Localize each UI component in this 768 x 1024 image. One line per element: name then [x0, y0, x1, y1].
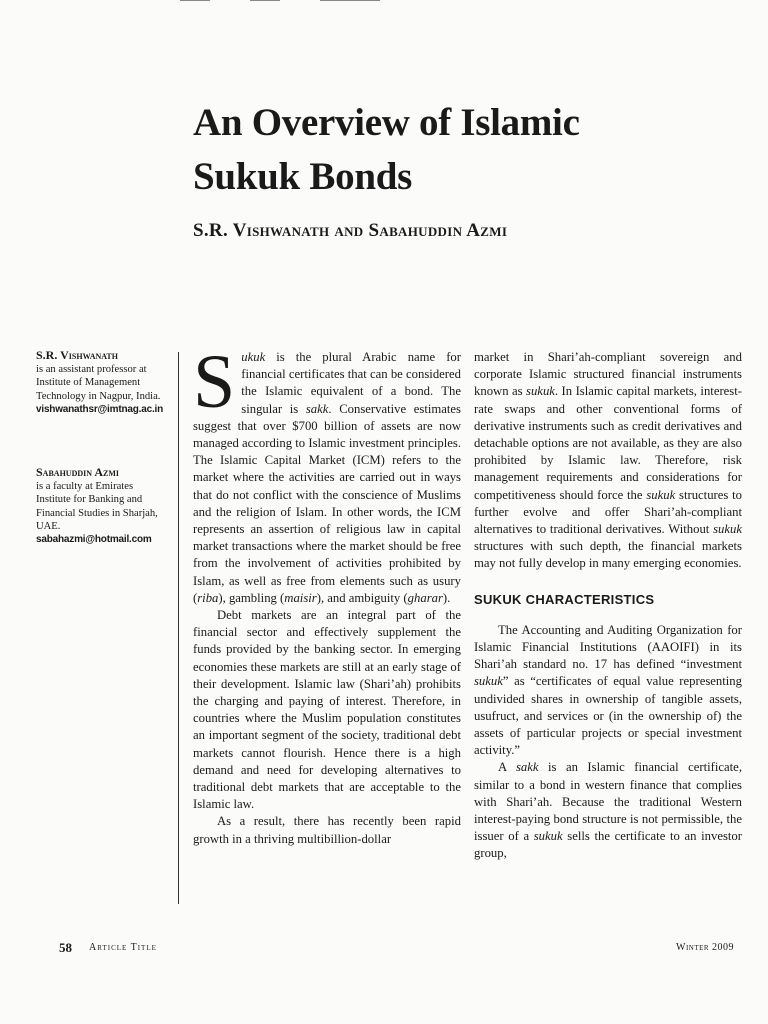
- text-run: sells the certificate to an investor group,: [474, 829, 742, 861]
- page-number: 58: [59, 940, 72, 955]
- body-column-1: [193, 340, 461, 848]
- italic-term: sukuk: [526, 384, 555, 399]
- title-line-1: An Overview of Islamic: [193, 101, 580, 144]
- text-run: A: [498, 760, 516, 775]
- text-run: ), gambling (: [218, 590, 285, 605]
- text-run: ” as “certificates of equal value representing undivided shares in ownership of tangible assets, usufruct, and services or (in the ownership of) the assets of particular projects or special investment activity.”: [474, 674, 742, 758]
- italic-term: riba: [197, 590, 219, 605]
- text-run: is an Islamic financial certificate, similar to a bond in western finance that complies with Shari’ah. Because the traditional Western interest-paying bond structure is not permissible, the issuer of a: [474, 760, 742, 844]
- bio-name: Sabahuddin Azmi: [36, 465, 120, 479]
- text-run: structures with such depth, the financial markets may not fully develop in many emerging economies.: [474, 539, 742, 571]
- italic-term: sukuk: [646, 487, 676, 502]
- italic-term: ukuk: [241, 350, 266, 364]
- bio-email: sabahazmi@hotmail.com: [36, 534, 152, 546]
- title-line-2: Sukuk Bonds: [193, 155, 412, 198]
- body-paragraph: [193, 340, 461, 607]
- italic-term: sakk: [305, 401, 329, 416]
- text-run: ).: [442, 590, 451, 605]
- drop-cap: S: [193, 340, 236, 424]
- body-paragraph: [474, 622, 742, 760]
- text-run: . Conservative estimates suggest that over $700 billion of assets are now managed according to Islamic investment principles. The Islamic Capital Market (ICM) refers to the market where the activities are carried out in ways that do not conflict with the conscience of Muslims and the religion of Islam. In other words, the ICM represents an assertion of religious law in capital market transactions where the market should be free from the involvement of activities prohibited by Islam, as well as free from elements such as usury (: [193, 401, 461, 605]
- text-run: is the plural Arabic name for financial certificates that can be considered the Islamic equivalent of a bond. The singular is: [241, 350, 461, 416]
- running-title: Article Title: [89, 942, 157, 953]
- author-bio-1: [36, 349, 164, 416]
- author-bio-2: [36, 466, 164, 546]
- italic-term: gharar: [407, 590, 443, 605]
- text-run: market in Shari’ah-compliant sovereign and corporate Islamic structured financial instruments known as: [474, 350, 742, 399]
- text-run: . In Islamic capital markets, interest-rate swaps and other conventional forms of derivative instruments such as credit derivatives and detachable options are not available, as they are also prohibited by Islamic law. Therefore, risk management requirements and considerations for competitiveness should force the: [474, 384, 742, 502]
- italic-term: sukuk: [474, 674, 503, 689]
- bio-name: S.R. Vishwanath: [36, 348, 118, 362]
- column-divider: [178, 352, 179, 904]
- body-paragraph: As a result, there has recently been rapid growth in a thriving multibillion-dollar: [193, 814, 461, 846]
- text-run: ), and ambiguity (: [316, 590, 408, 605]
- article-authors: S.R. Vishwanath and Sabahuddin Azmi: [193, 220, 508, 241]
- section-heading: SUKUK CHARACTERISTICS: [474, 591, 655, 607]
- article-title: [193, 96, 713, 204]
- body-paragraph: [474, 759, 742, 862]
- italic-term: maisir: [284, 590, 317, 605]
- bio-text: is an assistant professor at Institute of Management Technology in Nagpur, India.: [36, 364, 161, 402]
- bio-text: is a faculty at Emirates Institute for Banking and Financial Studies in Sharjah, UAE.: [36, 481, 158, 532]
- text-run: structures to further evolve and offer Shari’ah-compliant alternatives to traditional derivatives. Without: [474, 487, 743, 537]
- italic-term: sukuk: [713, 522, 742, 537]
- body-paragraph: Debt markets are an integral part of the financial sector and effectively supplement the funds provided by the banking sector. In emerging economies these markets are still at an early stage of their development. Islamic law (Shari’ah) prohibits the charging and paying of interest. Therefore, in countries where the Muslim population constitutes an important segment of the society, traditional debt markets cannot flourish. Hence there is a high demand and need for developing alternatives to traditional debt markets that are acceptable to the Islamic law.: [193, 608, 461, 812]
- body-paragraph: [474, 349, 742, 573]
- body-column-2: [474, 349, 742, 863]
- issue-season: Winter 2009: [676, 942, 735, 953]
- bio-email: vishwanathsr@imtnag.ac.in: [36, 403, 164, 415]
- top-edge-lines: [0, 0, 768, 2]
- text-run: The Accounting and Auditing Organization for Islamic Financial Institutions (AAOIFI) in its Shari’ah standard no. 17 has defined “investment: [474, 622, 742, 672]
- italic-term: sakk: [515, 760, 539, 775]
- italic-term: sukuk: [533, 829, 563, 844]
